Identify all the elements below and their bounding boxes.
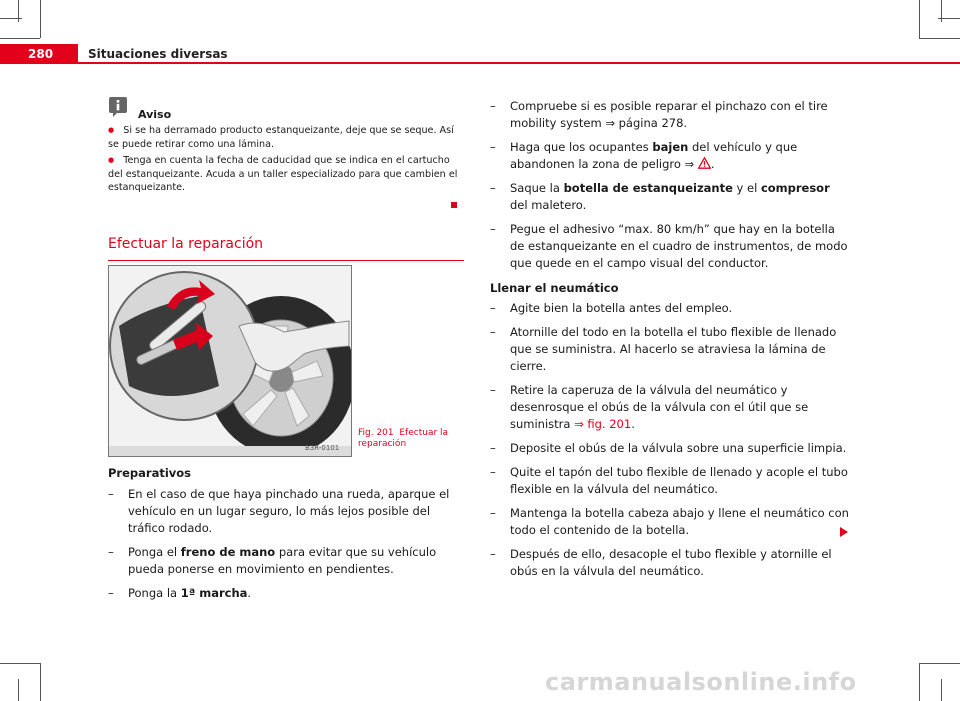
figure-caption-label: Fig. 201	[358, 428, 394, 438]
list-item	[490, 324, 850, 375]
tire-repair-illustration	[109, 266, 351, 456]
right-column	[490, 98, 850, 580]
list-item-text: Deposite el obús de la válvula sobre una superficie limpia.	[510, 441, 847, 455]
list-item-text: del vehículo y que abandonen la zona de peligro ⇒	[510, 140, 798, 171]
dash: –	[490, 547, 496, 561]
crop-mark	[941, 679, 942, 701]
list-item-text: Después de ello, desacople el tubo flexible y atornille el obús en la válvula del neumático.	[510, 547, 832, 578]
page-number: 280	[28, 47, 54, 61]
crop-mark	[40, 0, 41, 38]
list-item	[490, 221, 850, 272]
crop-mark	[919, 38, 960, 39]
notice-bullet-text: Si se ha derramado producto estanqueizante, deje que se seque. Así se puede retirar como una lámina.	[108, 125, 454, 150]
crop-mark	[18, 679, 19, 701]
bold-term: compresor	[760, 181, 830, 195]
crop-mark	[919, 0, 920, 38]
section-end-mark	[451, 202, 457, 208]
list-item-text: En el caso de que haya pinchado una rueda, aparque el vehículo en un lugar seguro, lo más lejos posible del tráfico rodado.	[128, 487, 450, 535]
list-item	[490, 300, 850, 317]
bullet-dot: ●	[108, 156, 115, 164]
notice-title: Aviso	[138, 108, 172, 121]
continue-arrow-icon	[840, 527, 848, 537]
dash: –	[490, 181, 496, 195]
list-item-text: Saque la	[510, 181, 564, 195]
dash: –	[108, 545, 114, 559]
dash: –	[108, 487, 114, 501]
crop-mark	[0, 663, 40, 664]
info-notice-icon	[108, 96, 128, 118]
crop-mark	[0, 38, 40, 39]
notice-bullet-text: Tenga en cuenta la fecha de caducidad que se indica en el cartucho del estanqueizante. Acuda a un taller especializado para que cambien el estanqueizante.	[108, 155, 458, 193]
list-item-text: Pegue el adhesivo “max. 80 km/h” que hay en la botella de estanqueizante en el cuadro de instrumentos, de modo que quede en el campo visual del conductor.	[510, 222, 848, 270]
list-item-text: Agite bien la botella antes del empleo.	[510, 301, 733, 315]
notice-bullet	[108, 154, 464, 195]
page-title: Situaciones diversas	[88, 47, 228, 61]
figure-image	[108, 265, 352, 457]
preparations-block	[108, 465, 464, 602]
notice-box	[108, 96, 464, 195]
dash: –	[490, 441, 496, 455]
crop-mark	[938, 18, 960, 19]
crop-mark	[0, 18, 22, 19]
list-item-text: .	[631, 417, 635, 431]
notice-bullet	[108, 124, 464, 151]
dash: –	[490, 383, 496, 397]
list-item-text: y el	[732, 181, 761, 195]
crop-mark	[919, 663, 920, 701]
list-item-text: .	[247, 586, 252, 600]
list-item	[490, 98, 850, 132]
dash: –	[490, 140, 496, 154]
crop-mark	[40, 663, 41, 701]
list-item-text: del maletero.	[510, 198, 587, 212]
list-item-text: Atornille del todo en la botella el tubo flexible de llenado que se suministra. Al hacerlo se atraviesa la lámina de cierre.	[510, 325, 837, 373]
bold-term: bajen	[652, 140, 689, 154]
section-title: Efectuar la reparación	[108, 236, 264, 252]
list-item-text: Compruebe si es posible reparar el pinchazo con el tire mobility system	[510, 99, 828, 130]
fill-tire-heading: Llenar el neumático	[490, 281, 619, 295]
page-link[interactable]: ⇒ página 278	[605, 116, 684, 130]
list-item	[108, 585, 464, 602]
warning-icon[interactable]	[698, 157, 711, 169]
list-item-text: .	[683, 116, 688, 130]
list-item	[490, 382, 850, 433]
list-item-text: Quite el tapón del tubo flexible de llenado y acople el tubo flexible en la válvula del neumático.	[510, 465, 848, 496]
dash: –	[490, 325, 496, 339]
list-item	[108, 486, 464, 537]
list-item	[490, 464, 850, 498]
bold-term: botella de estanqueizante	[563, 181, 733, 195]
list-item: – Haga que los ocupantes bajen del vehículo y que abandonen la zona de peligro ⇒ .	[490, 140, 798, 171]
dash: –	[490, 506, 496, 520]
figure-caption	[358, 428, 468, 450]
figure-code: B3R-0101	[305, 444, 340, 452]
section-heading	[108, 236, 464, 261]
figure-link[interactable]: ⇒ fig. 201	[574, 417, 632, 431]
dash: –	[108, 586, 114, 600]
section-rule	[108, 260, 464, 261]
list-item	[490, 180, 850, 214]
list-item-text: Ponga el	[128, 545, 181, 559]
list-item	[490, 546, 850, 580]
list-item-text: Ponga la	[128, 586, 181, 600]
bold-term: 1ª marcha	[180, 586, 248, 600]
list-item-text: Retire la caperuza de la válvula del neumático y desenrosque el obús de la válvula con el útil que se suministra	[510, 383, 809, 431]
dash: –	[490, 301, 496, 315]
watermark: carmanualsonline.info	[545, 668, 857, 696]
bullet-dot: ●	[108, 126, 115, 134]
list-item-text: Haga que los ocupantes	[510, 140, 653, 154]
crop-mark	[919, 663, 960, 664]
figure-caption-text: Efectuar la reparación	[358, 428, 449, 449]
list-item-text: para evitar que su vehículo pueda ponerse en movimiento en pendientes.	[128, 545, 437, 576]
list-item	[490, 505, 850, 539]
header-rule	[0, 62, 960, 64]
dash: –	[490, 222, 496, 236]
preparations-heading: Preparativos	[108, 466, 192, 480]
dash: –	[490, 465, 496, 479]
list-item-text: Mantenga la botella cabeza abajo y llene el neumático con todo el contenido de la botella.	[510, 506, 849, 537]
dash: –	[490, 99, 496, 113]
list-item	[108, 544, 464, 578]
bold-term: freno de mano	[180, 545, 276, 559]
list-item	[490, 440, 850, 457]
